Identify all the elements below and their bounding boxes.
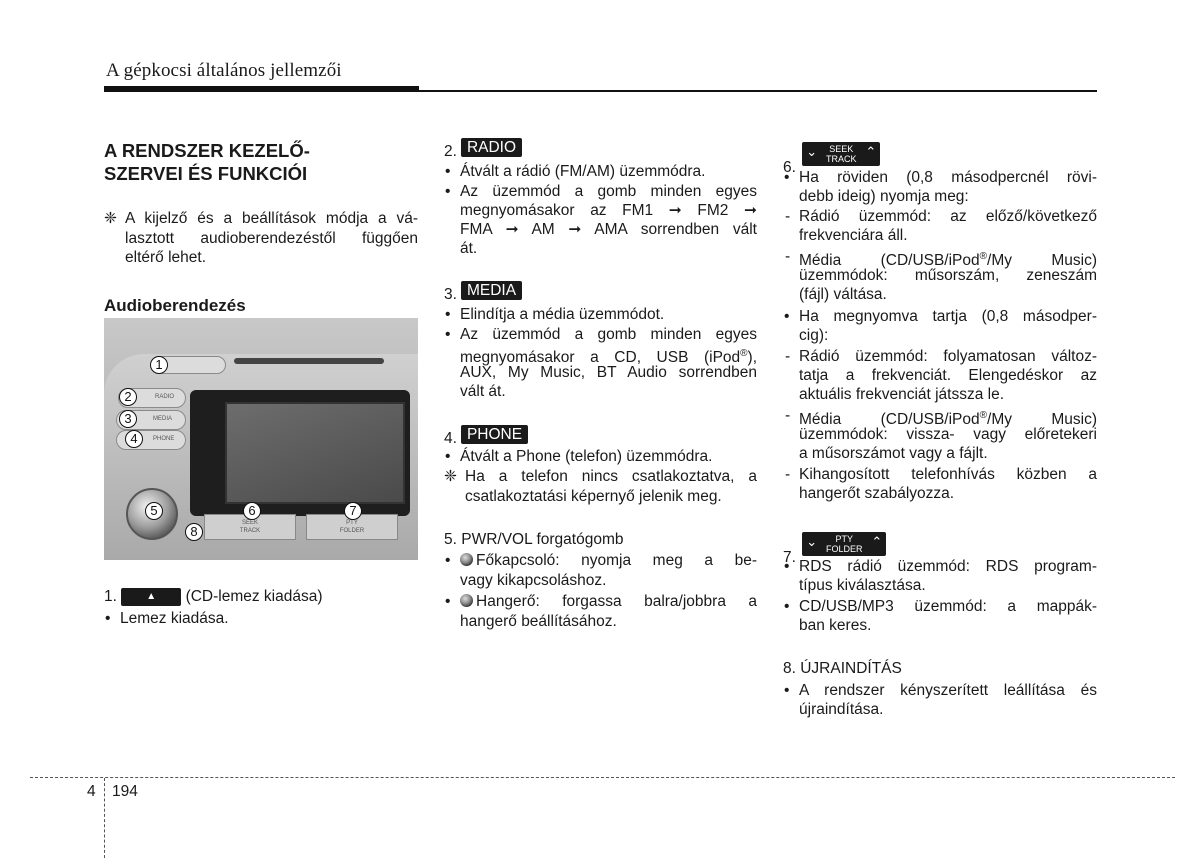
note-line1: ❈ A kijelző és a beállítások módja a vá-	[104, 210, 418, 227]
callout-3: 3	[119, 410, 137, 428]
item6-bullet2-line1: • Ha megnyomva tartja (0,8 másodper-	[783, 307, 1097, 327]
audio-unit-illustration	[104, 318, 418, 560]
section-heading-line1: A RENDSZER KEZELŐ-	[104, 140, 310, 161]
item4-note-line1: ❈ Ha a telefon nincs csatlakoztatva, a	[444, 468, 757, 485]
item5-bullet2-line1: • Hangerő: forgassa balra/jobbra a	[444, 592, 757, 612]
item6-dash4-line1: - Média (CD/USB/iPod®/My Music)	[783, 406, 1097, 430]
item5-bullet1-line1: • Főkapcsoló: nyomja meg a be-	[444, 551, 757, 571]
seek-track-unit-button: SEEK TRACK	[204, 514, 296, 540]
item3-bullet2-line3: AUX, My Music, BT Audio sorrendben	[460, 364, 757, 381]
item6-dash4-line2: üzemmódok: vissza- vagy előretekeri	[799, 426, 1097, 443]
item6-dash2-line2: üzemmódok: műsorszám, zeneszám	[799, 267, 1097, 284]
item6-bullet1-line1: • Ha röviden (0,8 másodpercnél rövi-	[783, 168, 1097, 188]
media-label: MEDIA	[461, 281, 522, 300]
item4-heading: 4. PHONE	[444, 425, 528, 449]
callout-6: 6	[243, 502, 261, 520]
item1-bullet: • Lemez kiadása.	[104, 609, 229, 629]
audio-subheading: Audioberendezés	[104, 296, 246, 315]
chevron-up-icon: ⌃	[865, 144, 877, 159]
item5-title: 5. PWR/VOL forgatógomb	[444, 531, 624, 548]
item6-dash5-line2: hangerőt szabályozza.	[799, 485, 955, 502]
page-number: 194	[112, 783, 138, 800]
item7-bullet2-line2: ban keres.	[799, 617, 872, 634]
page-section-number: 4	[87, 783, 96, 800]
item6-dash1-line2: frekvenciára áll.	[799, 227, 908, 244]
note-line3: eltérő lehet.	[125, 249, 206, 266]
callout-1: 1	[150, 356, 168, 374]
item8-bullet1-line1: • A rendszer kényszerített leállítása és	[783, 681, 1097, 701]
header-rule-thick	[104, 86, 419, 92]
item6-dash5-line1: - Kihangosított telefonhívás közben a	[783, 465, 1097, 485]
cd-slot	[234, 358, 384, 364]
knob-icon	[460, 594, 473, 607]
item3-heading: 3. MEDIA	[444, 281, 522, 305]
item3-bullet1: • Elindítja a média üzemmódot.	[444, 305, 664, 325]
phone-label: PHONE	[461, 425, 528, 444]
item4-bullet1: • Átvált a Phone (telefon) üzemmódra.	[444, 447, 712, 467]
chevron-up-icon: ⌃	[871, 534, 883, 549]
item2-bullet2-line4: át.	[460, 240, 478, 257]
chevron-down-icon: ⌄	[806, 534, 818, 549]
callout-7: 7	[344, 502, 362, 520]
footer-vertical-rule	[104, 778, 105, 858]
item3-bullet2-line2: megnyomásakor a CD, USB (iPod®),	[460, 348, 757, 367]
item8-title: 8. ÚJRAINDÍTÁS	[783, 660, 902, 677]
item7-bullet1-line2: típus kiválasztása.	[799, 577, 926, 594]
item7-bullet1-line1: • RDS rádió üzemmód: RDS program-	[783, 557, 1097, 577]
header-title: A gépkocsi általános jellemzői	[106, 60, 342, 81]
callout-8: 8	[185, 523, 203, 541]
item6-dash3-line1: - Rádió üzemmód: folyamatosan változ-	[783, 347, 1097, 367]
item5-bullet2-line2: hangerő beállításához.	[460, 613, 617, 630]
item1-line: 1. ▲ (CD-lemez kiadása)	[104, 588, 323, 605]
media-unit-button: MEDIA	[116, 410, 186, 430]
item3-bullet2-line4: vált át.	[460, 383, 506, 400]
header-rule-thin	[419, 90, 1097, 92]
phone-unit-button: PHONE	[116, 430, 186, 450]
item2-bullet2-line2: megnyomásakor az FM1 ➞ FM2 ➞	[460, 202, 757, 219]
radio-label: RADIO	[461, 138, 522, 157]
item6-dash1-line1: - Rádió üzemmód: az előző/következő	[783, 207, 1097, 227]
seek-track-button-icon: ⌄ SEEK TRACK ⌃	[802, 142, 880, 166]
callout-5: 5	[145, 502, 163, 520]
item3-bullet2-line1: • Az üzemmód a gomb minden egyes	[444, 325, 757, 345]
item4-note-line2: csatlakoztatási képernyő jelenik meg.	[465, 488, 722, 505]
item6-heading: 6. ⌄ SEEK TRACK ⌃	[783, 142, 880, 178]
eject-button-icon: ▲	[121, 588, 181, 606]
display-screen	[225, 402, 405, 504]
item6-dash3-line3: aktuális frekvenciát játssza le.	[799, 386, 1005, 403]
item6-bullet2-line2: cig):	[799, 327, 829, 344]
footer-rule	[30, 777, 1175, 778]
item6-dash2-line1: - Média (CD/USB/iPod®/My Music)	[783, 247, 1097, 271]
item5-bullet1-line2: vagy kikapcsoláshoz.	[460, 572, 607, 589]
section-heading-line2: SZERVEI ÉS FUNKCIÓI	[104, 163, 308, 184]
item6-dash4-line3: a műsorszámot vagy a fájlt.	[799, 445, 988, 462]
item2-bullet2-line3: FMA ➞ AM ➞ AMA sorrendben vált	[460, 221, 757, 238]
item2-bullet1: • Átvált a rádió (FM/AM) üzemmódra.	[444, 162, 705, 182]
item2-heading: 2. RADIO	[444, 138, 522, 162]
pty-folder-button-icon: ⌄ PTY FOLDER ⌃	[802, 532, 886, 556]
note-mark: ❈	[104, 210, 117, 227]
callout-4: 4	[125, 430, 143, 448]
item6-bullet1-line2: debb ideig) nyomja meg:	[799, 188, 969, 205]
knob-icon	[460, 553, 473, 566]
item6-dash3-line2: tatja a frekvenciát. Elengedéskor az	[799, 367, 1097, 384]
pty-folder-unit-button: PTY FOLDER	[306, 514, 398, 540]
item8-bullet1-line2: újraindítása.	[799, 701, 884, 718]
item7-heading: 7. ⌄ PTY FOLDER ⌃	[783, 532, 886, 568]
note-line2: lasztott audioberendezéstől függően	[125, 230, 418, 247]
callout-2: 2	[119, 388, 137, 406]
item2-bullet2-line1: • Az üzemmód a gomb minden egyes	[444, 182, 757, 202]
radio-unit-button: RADIO	[118, 388, 186, 408]
item6-dash2-line3: (fájl) váltása.	[799, 286, 887, 303]
item7-bullet2-line1: • CD/USB/MP3 üzemmód: a mappák-	[783, 597, 1097, 617]
chevron-down-icon: ⌄	[806, 144, 818, 159]
